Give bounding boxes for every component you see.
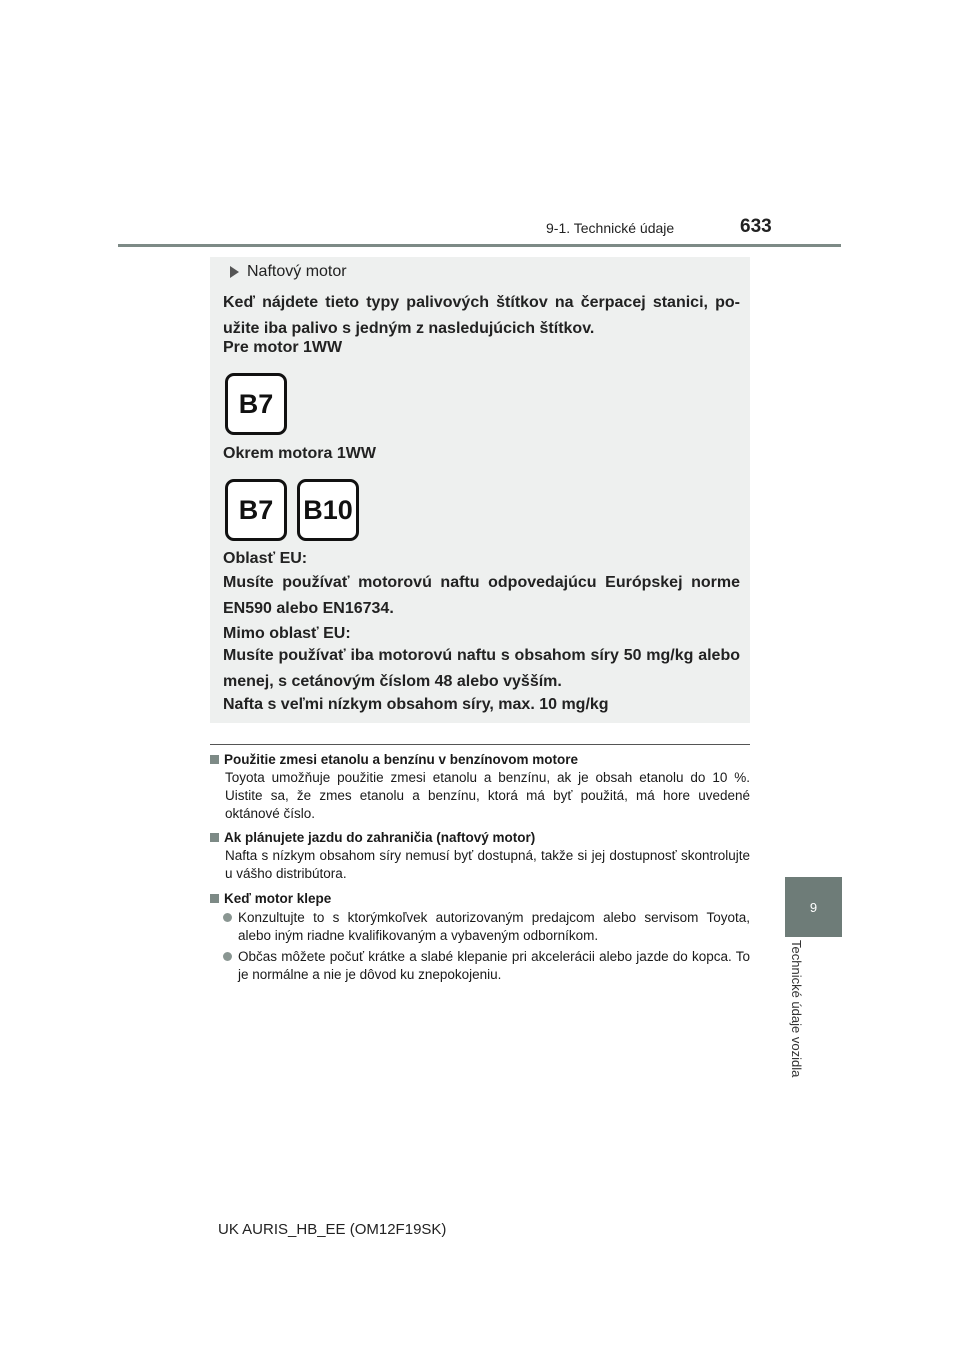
section-divider: [210, 744, 750, 745]
square-bullet-icon: [210, 894, 219, 903]
diesel-info-box: [210, 257, 750, 723]
chapter-tab[interactable]: [785, 877, 842, 937]
fuel-label-b10: B10: [297, 479, 359, 541]
non-eu-text: Musíte používať iba motorovú naftu s obsahom síry 50 mg/kg alebo menej, s cetánovým číslom 48 alebo vyšším.: [223, 647, 740, 690]
intro-text: Keď nájdete tieto typy palivových štítkov na čerpacej stanici, po-užite iba palivo s jedným z nasledujúcich štítkov.: [223, 294, 740, 337]
square-bullet-icon: [210, 755, 219, 764]
section-body: Toyota umožňuje použitie zmesi etanolu a benzínu, ak je obsah etanolu do 10 %. Uistite sa, že zmes etanolu a benzínu, ktorá má byť použitá, má hore uvedené oktánové číslo.: [225, 770, 750, 821]
non-eu-title: Mimo oblasť EU:: [223, 625, 351, 642]
list-item: Občas môžete počuť krátke a slabé klepanie pri akcelerácii alebo jazde do kopca. To je normálne a nie je dôvod ku znepokojeniu.: [223, 948, 750, 984]
section-body: Nafta s nízkym obsahom síry nemusí byť dostupná, takže si jej dostupnosť skontrolujte u vášho distribútora.: [225, 848, 750, 881]
square-bullet-icon: [210, 833, 219, 842]
eu-title: Oblasť EU:: [223, 550, 308, 567]
box-subheading: [230, 263, 347, 281]
section-title: Keď motor klepe: [210, 891, 750, 906]
header-section-title: 9-1. Technické údaje: [546, 220, 675, 236]
subheading-text: Naftový motor: [247, 263, 347, 280]
section-ethanol: [210, 752, 750, 823]
round-bullet-icon: [223, 913, 232, 922]
chapter-number: 9: [809, 899, 818, 915]
engine-1ww-label: Pre motor 1WW: [223, 339, 343, 356]
section-abroad: [210, 830, 750, 883]
section-title: Použitie zmesi etanolu a benzínu v benzínovom motore: [210, 752, 750, 767]
page-number: 633: [740, 216, 772, 237]
fuel-label-b7: B7: [225, 373, 287, 435]
round-bullet-icon: [223, 952, 232, 961]
section-title: Ak plánujete jazdu do zahraničia (naftový motor): [210, 830, 750, 845]
list-item: Konzultujte to s ktorýmkoľvek autorizovaným predajcom alebo servisom Toyota, alebo iným riadne kvalifikovaným a vybaveným odborníkom.: [223, 909, 750, 945]
except-1ww-label: Okrem motora 1WW: [223, 445, 376, 462]
footer-code: UK AURIS_HB_EE (OM12F19SK): [218, 1221, 447, 1238]
triangle-right-icon: [230, 266, 239, 278]
fuel-label-b7: B7: [225, 479, 287, 541]
header-rule: [118, 244, 841, 247]
section-knocking: [210, 891, 750, 984]
chapter-label: Technické údaje vozidla: [789, 940, 804, 1078]
low-sulfur-text: Nafta s veľmi nízkym obsahom síry, max. 10 mg/kg: [223, 696, 609, 713]
eu-text: Musíte používať motorovú naftu odpovedajúcu Európskej norme EN590 alebo EN16734.: [223, 574, 740, 617]
